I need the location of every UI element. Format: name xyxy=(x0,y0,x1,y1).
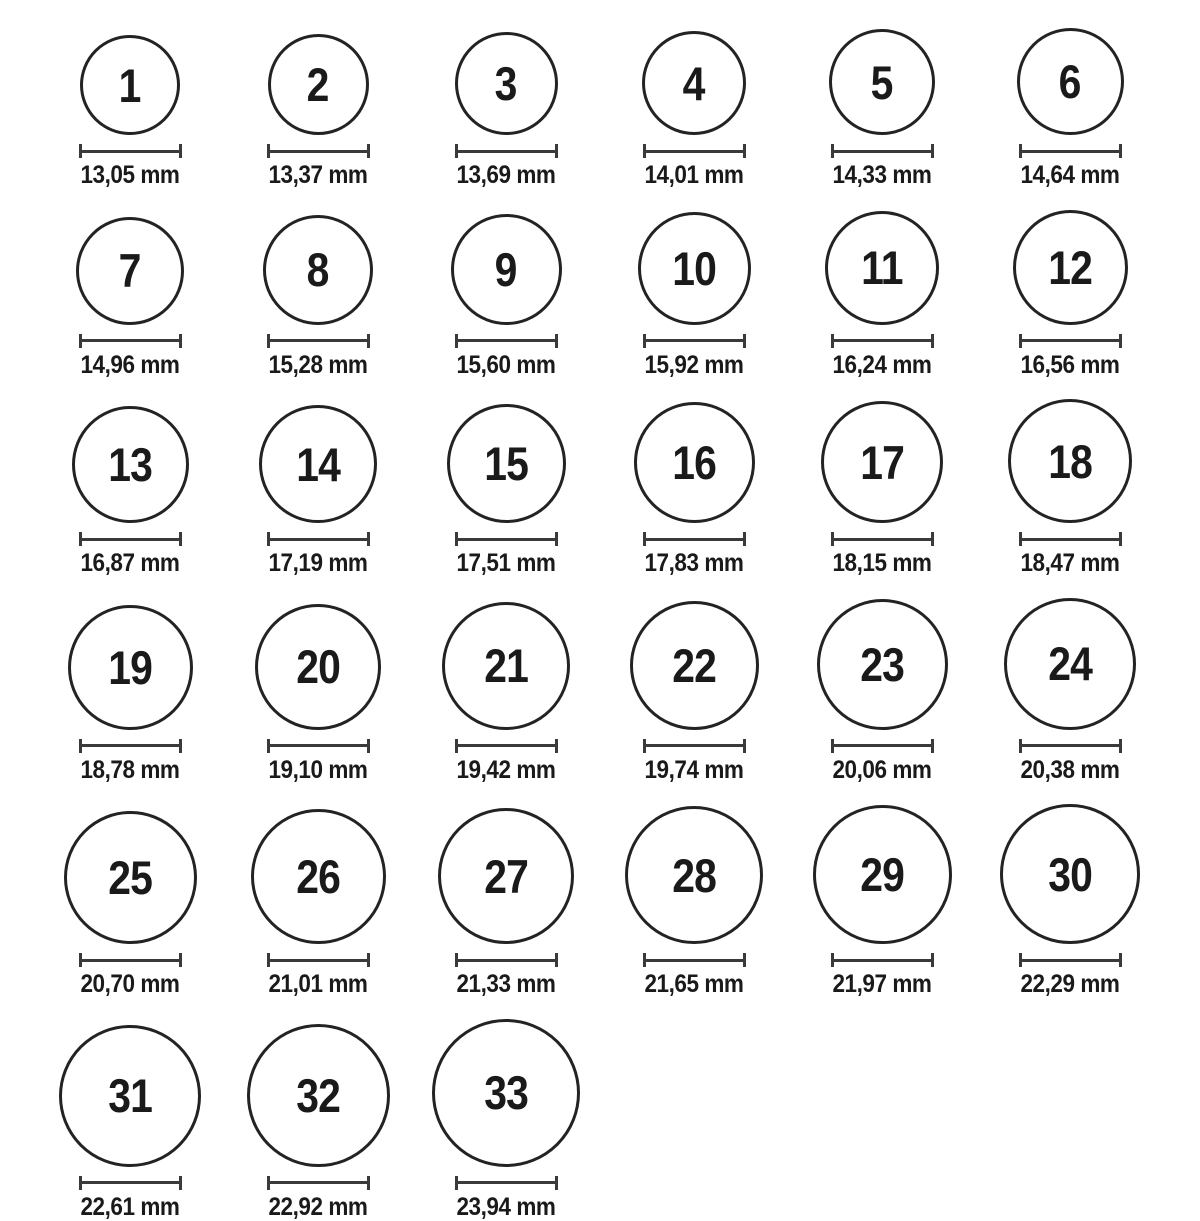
diameter-label: 20,70 mm xyxy=(81,971,180,999)
ring-size-item xyxy=(224,405,412,578)
ring-size-number: 13 xyxy=(108,441,152,488)
ruler-right-tick xyxy=(179,334,182,348)
ring-size-number: 18 xyxy=(1048,438,1092,485)
diameter-label: 15,92 mm xyxy=(645,352,744,380)
diameter-label: 19,10 mm xyxy=(269,757,368,785)
diameter-label: 21,33 mm xyxy=(457,971,556,999)
ring-circle xyxy=(255,604,381,730)
diameter-ruler-icon xyxy=(267,739,370,753)
ring-size-number: 8 xyxy=(307,246,329,293)
ruler-line xyxy=(1022,150,1119,153)
diameter-ruler-icon xyxy=(831,144,934,158)
ring-circle xyxy=(1017,28,1124,135)
ruler-right-tick xyxy=(179,532,182,546)
ring-circle xyxy=(442,602,570,730)
diameter-label: 14,33 mm xyxy=(833,162,932,190)
ring-circle xyxy=(825,211,939,325)
diameter-ruler-icon xyxy=(79,144,182,158)
ring-size-item xyxy=(788,401,976,578)
ring-size-item xyxy=(788,805,976,999)
diameter-label: 19,42 mm xyxy=(457,757,556,785)
ruler-right-tick xyxy=(179,144,182,158)
ruler-right-tick xyxy=(555,144,558,158)
ring-circle xyxy=(59,1025,201,1167)
ring-size-item xyxy=(224,215,412,380)
diameter-ruler-icon xyxy=(267,1176,370,1190)
diameter-ruler-icon xyxy=(455,144,558,158)
ruler-line xyxy=(458,538,555,541)
ruler-line xyxy=(834,744,931,747)
diameter-ruler-icon xyxy=(831,953,934,967)
ring-size-number: 27 xyxy=(484,853,528,900)
ring-size-number: 33 xyxy=(484,1069,528,1116)
ruler-right-tick xyxy=(931,532,934,546)
ring-size-item xyxy=(788,211,976,380)
diameter-ruler-icon xyxy=(1019,532,1122,546)
ruler-right-tick xyxy=(931,739,934,753)
diameter-label: 17,51 mm xyxy=(457,550,556,578)
ring-circle xyxy=(76,217,184,325)
ring-size-number: 6 xyxy=(1059,58,1081,105)
ring-size-item xyxy=(224,34,412,190)
diameter-label: 21,97 mm xyxy=(833,971,932,999)
ring-size-number: 14 xyxy=(296,441,340,488)
ring-size-number: 26 xyxy=(296,853,340,900)
ring-size-item xyxy=(412,808,600,999)
ring-size-number: 3 xyxy=(495,60,517,107)
ring-size-item xyxy=(36,35,224,190)
diameter-ruler-icon xyxy=(1019,953,1122,967)
ring-size-item xyxy=(600,31,788,190)
diameter-ruler-icon xyxy=(455,953,558,967)
ring-size-item xyxy=(224,604,412,785)
ring-circle xyxy=(68,605,193,730)
ruler-right-tick xyxy=(367,739,370,753)
ring-circle xyxy=(80,35,180,135)
ruler-line xyxy=(458,1181,555,1184)
ruler-line xyxy=(458,744,555,747)
ruler-right-tick xyxy=(555,953,558,967)
diameter-ruler-icon xyxy=(455,532,558,546)
diameter-label: 15,28 mm xyxy=(269,352,368,380)
ruler-line xyxy=(458,150,555,153)
ruler-right-tick xyxy=(367,1176,370,1190)
ring-size-number: 24 xyxy=(1048,640,1092,687)
ruler-line xyxy=(270,744,367,747)
ring-size-number: 20 xyxy=(296,643,340,690)
ruler-right-tick xyxy=(931,144,934,158)
ruler-right-tick xyxy=(1119,532,1122,546)
diameter-label: 21,65 mm xyxy=(645,971,744,999)
diameter-label: 17,83 mm xyxy=(645,550,744,578)
ring-size-item xyxy=(36,1025,224,1221)
ring-size-number: 25 xyxy=(108,854,152,901)
diameter-label: 23,94 mm xyxy=(457,1194,556,1221)
ring-size-item xyxy=(412,214,600,380)
ruler-line xyxy=(1022,339,1119,342)
ring-size-number: 11 xyxy=(861,244,902,291)
ruler-right-tick xyxy=(1119,334,1122,348)
diameter-ruler-icon xyxy=(455,1176,558,1190)
diameter-label: 14,96 mm xyxy=(81,352,180,380)
diameter-ruler-icon xyxy=(643,144,746,158)
diameter-label: 13,37 mm xyxy=(269,162,368,190)
ruler-line xyxy=(1022,744,1119,747)
ring-size-number: 1 xyxy=(119,62,141,109)
ruler-right-tick xyxy=(743,953,746,967)
ring-size-number: 22 xyxy=(672,642,716,689)
diameter-ruler-icon xyxy=(831,739,934,753)
diameter-label: 15,60 mm xyxy=(457,352,556,380)
ruler-line xyxy=(458,959,555,962)
ring-size-item xyxy=(788,29,976,190)
ruler-line xyxy=(82,538,179,541)
diameter-label: 18,47 mm xyxy=(1021,550,1120,578)
ring-size-number: 23 xyxy=(860,641,904,688)
ruler-line xyxy=(270,150,367,153)
ring-circle xyxy=(813,805,952,944)
ruler-right-tick xyxy=(1119,144,1122,158)
ring-size-number: 17 xyxy=(860,439,904,486)
ring-size-item xyxy=(36,406,224,578)
ruler-right-tick xyxy=(931,334,934,348)
diameter-label: 19,74 mm xyxy=(645,757,744,785)
diameter-ruler-icon xyxy=(267,532,370,546)
ring-size-number: 31 xyxy=(108,1072,152,1119)
ring-circle xyxy=(1004,598,1136,730)
ring-circle xyxy=(455,32,558,135)
ring-circle xyxy=(1000,804,1140,944)
ruler-line xyxy=(646,339,743,342)
ruler-line xyxy=(834,150,931,153)
diameter-ruler-icon xyxy=(79,532,182,546)
ring-size-item xyxy=(600,806,788,999)
ring-circle xyxy=(64,811,197,944)
ruler-right-tick xyxy=(367,532,370,546)
ruler-right-tick xyxy=(555,1176,558,1190)
ring-circle xyxy=(634,402,755,523)
ring-circle xyxy=(72,406,189,523)
ring-size-item xyxy=(412,32,600,190)
ruler-line xyxy=(834,339,931,342)
diameter-label: 22,29 mm xyxy=(1021,971,1120,999)
ring-circle xyxy=(268,34,369,135)
diameter-ruler-icon xyxy=(643,953,746,967)
diameter-ruler-icon xyxy=(79,1176,182,1190)
diameter-ruler-icon xyxy=(79,953,182,967)
ring-size-number: 4 xyxy=(683,60,705,107)
ruler-right-tick xyxy=(179,1176,182,1190)
diameter-label: 18,78 mm xyxy=(81,757,180,785)
diameter-label: 21,01 mm xyxy=(269,971,368,999)
diameter-ruler-icon xyxy=(267,334,370,348)
ring-size-item xyxy=(36,605,224,785)
ruler-right-tick xyxy=(555,532,558,546)
ruler-line xyxy=(82,1181,179,1184)
ruler-right-tick xyxy=(1119,953,1122,967)
ring-size-item xyxy=(976,28,1164,190)
ruler-line xyxy=(646,744,743,747)
ring-size-item xyxy=(36,217,224,380)
ring-circle xyxy=(829,29,935,135)
ring-size-item xyxy=(788,599,976,785)
ring-circle xyxy=(625,806,763,944)
ruler-right-tick xyxy=(179,739,182,753)
diameter-label: 20,06 mm xyxy=(833,757,932,785)
ruler-right-tick xyxy=(367,953,370,967)
ruler-line xyxy=(270,1181,367,1184)
ring-size-item xyxy=(976,399,1164,578)
ring-size-item xyxy=(36,811,224,999)
diameter-label: 18,15 mm xyxy=(833,550,932,578)
ring-circle xyxy=(821,401,943,523)
diameter-ruler-icon xyxy=(455,739,558,753)
ruler-right-tick xyxy=(367,334,370,348)
ring-circle xyxy=(438,808,574,944)
diameter-ruler-icon xyxy=(1019,739,1122,753)
ring-size-item xyxy=(600,601,788,785)
ring-circle xyxy=(447,404,566,523)
ring-circle xyxy=(263,215,373,325)
ruler-right-tick xyxy=(743,144,746,158)
diameter-ruler-icon xyxy=(455,334,558,348)
ring-size-number: 2 xyxy=(307,61,329,108)
ring-circle xyxy=(251,809,386,944)
diameter-label: 22,92 mm xyxy=(269,1194,368,1221)
ring-size-number: 16 xyxy=(672,439,716,486)
ruler-right-tick xyxy=(179,953,182,967)
ring-size-item xyxy=(412,602,600,785)
ring-size-number: 10 xyxy=(672,245,716,292)
diameter-label: 14,64 mm xyxy=(1021,162,1120,190)
ruler-line xyxy=(646,150,743,153)
ring-size-item xyxy=(600,402,788,578)
diameter-label: 16,87 mm xyxy=(81,550,180,578)
ruler-line xyxy=(646,538,743,541)
ruler-right-tick xyxy=(743,739,746,753)
ring-circle xyxy=(432,1019,580,1167)
ring-size-number: 32 xyxy=(296,1072,340,1119)
diameter-ruler-icon xyxy=(1019,334,1122,348)
ring-size-number: 30 xyxy=(1048,851,1092,898)
ruler-line xyxy=(82,339,179,342)
ruler-line xyxy=(1022,959,1119,962)
ring-size-number: 5 xyxy=(871,59,893,106)
diameter-label: 17,19 mm xyxy=(269,550,368,578)
diameter-label: 13,69 mm xyxy=(457,162,556,190)
ring-size-number: 15 xyxy=(484,440,528,487)
ruler-right-tick xyxy=(743,532,746,546)
ruler-line xyxy=(270,538,367,541)
diameter-ruler-icon xyxy=(1019,144,1122,158)
ring-circle xyxy=(638,212,751,325)
ruler-right-tick xyxy=(1119,739,1122,753)
diameter-ruler-icon xyxy=(79,739,182,753)
ring-size-item xyxy=(412,404,600,578)
ring-size-number: 7 xyxy=(119,247,141,294)
ring-circle xyxy=(451,214,562,325)
ruler-line xyxy=(270,339,367,342)
ruler-right-tick xyxy=(555,739,558,753)
diameter-ruler-icon xyxy=(643,334,746,348)
ring-circle xyxy=(817,599,948,730)
ring-size-item xyxy=(976,598,1164,785)
ruler-line xyxy=(834,959,931,962)
diameter-ruler-icon xyxy=(643,532,746,546)
ring-size-item xyxy=(412,1019,600,1221)
ring-circle xyxy=(630,601,759,730)
diameter-ruler-icon xyxy=(267,953,370,967)
diameter-label: 13,05 mm xyxy=(81,162,180,190)
ring-size-number: 19 xyxy=(108,644,152,691)
ring-size-item xyxy=(976,804,1164,999)
diameter-ruler-icon xyxy=(643,739,746,753)
diameter-ruler-icon xyxy=(831,532,934,546)
ruler-right-tick xyxy=(555,334,558,348)
diameter-label: 22,61 mm xyxy=(81,1194,180,1221)
ring-size-item xyxy=(600,212,788,380)
ruler-right-tick xyxy=(931,953,934,967)
diameter-label: 16,24 mm xyxy=(833,352,932,380)
diameter-ruler-icon xyxy=(79,334,182,348)
ring-size-number: 28 xyxy=(672,852,716,899)
ruler-right-tick xyxy=(743,334,746,348)
diameter-label: 20,38 mm xyxy=(1021,757,1120,785)
diameter-ruler-icon xyxy=(267,144,370,158)
ring-size-item xyxy=(224,809,412,999)
ring-size-number: 29 xyxy=(860,851,904,898)
ring-size-number: 21 xyxy=(484,642,528,689)
ruler-line xyxy=(270,959,367,962)
ring-circle xyxy=(642,31,746,135)
ruler-line xyxy=(82,150,179,153)
ruler-line xyxy=(646,959,743,962)
ring-circle xyxy=(1013,210,1128,325)
ring-size-item xyxy=(976,210,1164,380)
ring-circle xyxy=(259,405,377,523)
ruler-line xyxy=(82,744,179,747)
diameter-ruler-icon xyxy=(831,334,934,348)
ruler-line xyxy=(82,959,179,962)
ring-circle xyxy=(247,1024,390,1167)
diameter-label: 16,56 mm xyxy=(1021,352,1120,380)
ring-circle xyxy=(1008,399,1132,523)
diameter-label: 14,01 mm xyxy=(645,162,744,190)
ruler-line xyxy=(1022,538,1119,541)
ruler-line xyxy=(458,339,555,342)
ruler-right-tick xyxy=(367,144,370,158)
ring-size-item xyxy=(224,1024,412,1221)
ruler-line xyxy=(834,538,931,541)
ring-size-number: 9 xyxy=(495,246,517,293)
ring-size-number: 12 xyxy=(1048,244,1092,291)
